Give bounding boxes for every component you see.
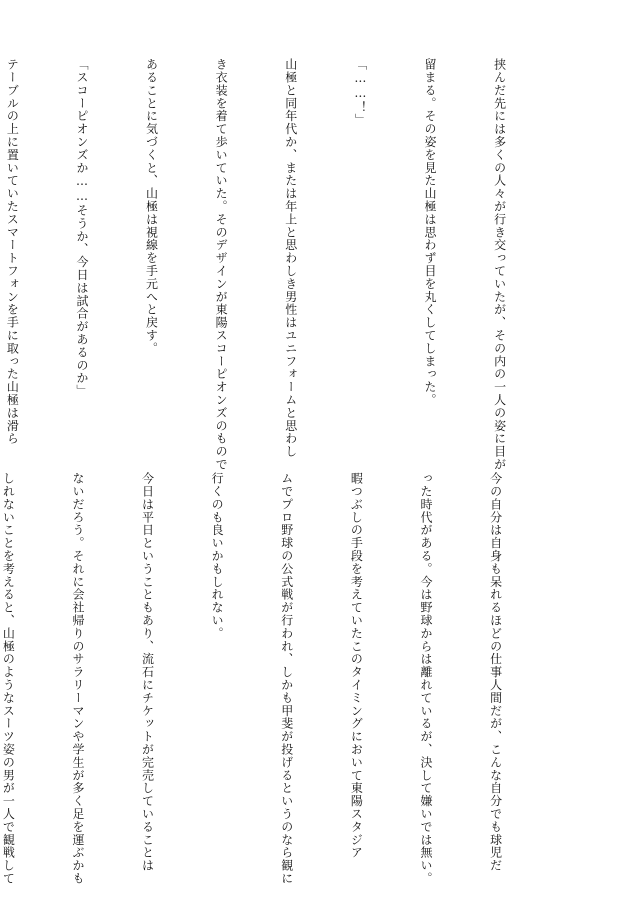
text-line: 挟んだ先には多くの人々が行き交っていたが、その内の一人の姿に目が [492, 58, 507, 471]
lower-text-block [1, 472, 553, 885]
text-line: ないだろう。それに会社帰りのサラリーマンや学生が多く足を運ぶかも [70, 472, 85, 885]
text-line: き衣装を着て歩いていた。そのデザインが東陽スコーピオンズのもので [214, 58, 229, 471]
text-line: あることに気づくと、山極は視線を手元へと戻す。 [144, 58, 159, 355]
text-line: 「スコーピオンズか……そうか、今日は試合があるのか」 [74, 58, 89, 398]
text-line: った時代がある。今は野球からは離れているが、決して嫌いでは無い。 [418, 472, 433, 885]
text-line: 「……！」 [353, 58, 368, 127]
text-line: 暇つぶしの手段を考えていたこのタイミングにおいて東陽スタジア [349, 472, 364, 859]
text-line: 今日は平日ということもあり、流石にチケットが完売していることは [140, 472, 155, 872]
text-line: 今の自分は自身も呆れるほどの仕事人間だが、こんな自分でも球児だ [488, 472, 503, 872]
upper-text-block [5, 58, 557, 471]
text-line: 行くのも良いかもしれない。 [210, 472, 225, 640]
text-line: しれないことを考えると、山極のようなスーツ姿の男が一人で観戦して [1, 472, 16, 885]
text-line: テーブルの上に置いていたスマートフォンを手に取った山極は滑ら [5, 58, 20, 445]
text-line: 留まる。その姿を見た山極は思わず目を丸くしてしまった。 [422, 58, 437, 407]
text-line: ムでプロ野球の公式戦が行われ、しかも甲斐が投げるというのなら観に [279, 472, 294, 885]
text-line: 山極と同年代か、または年上と思わしき男性はユニフォームと思わし [283, 58, 298, 458]
